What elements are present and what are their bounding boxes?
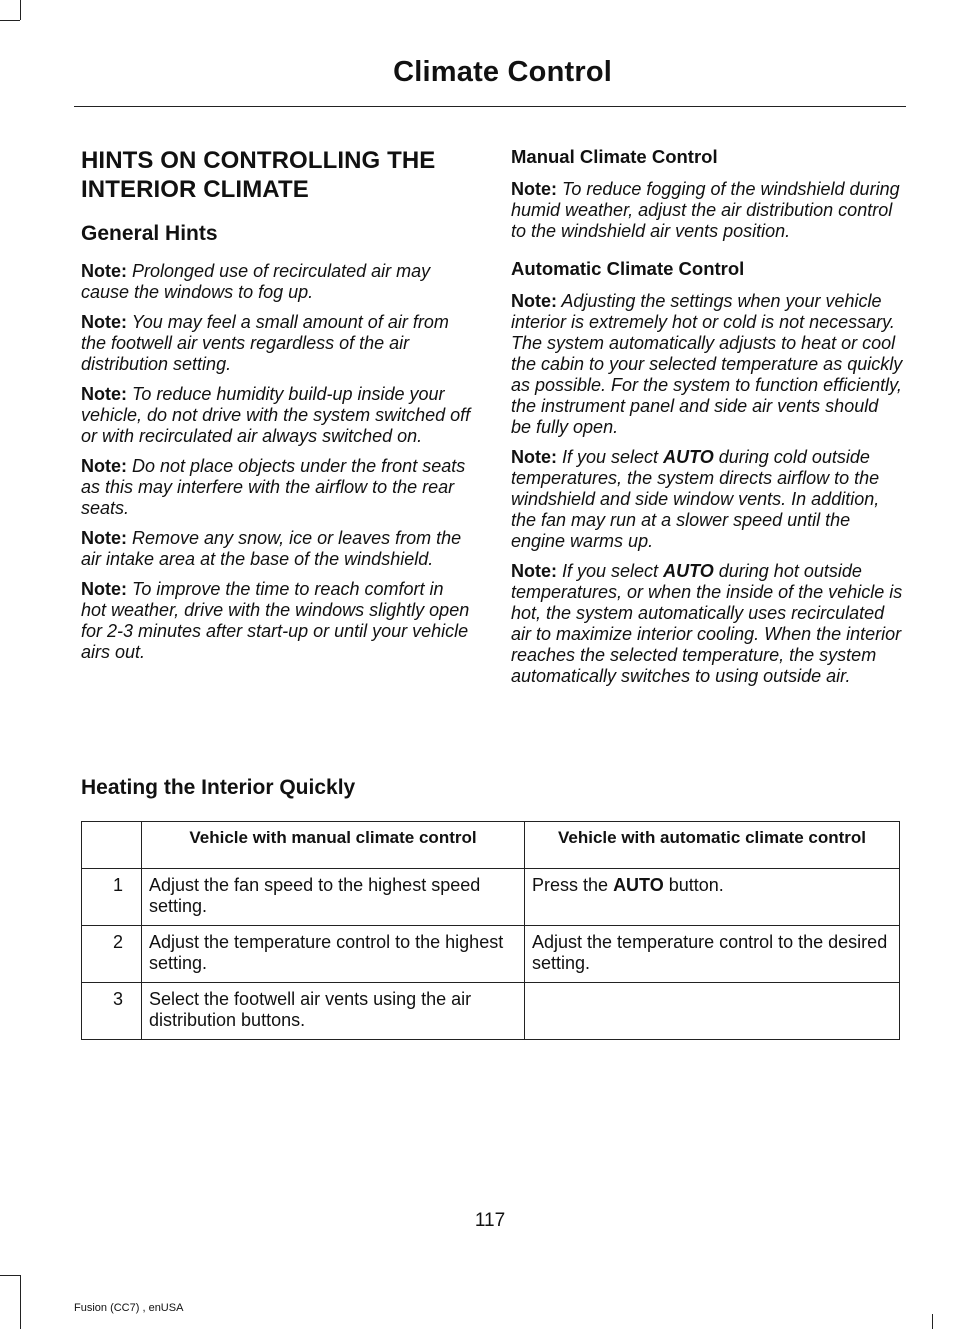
column-header: Vehicle with manual climate control [142, 822, 525, 869]
note: Note: If you select AUTO during hot outside temperatures, or when the inside of the vehicle is hot, the system automatically uses recirculated air to maximize interior cooling. When the interior reaches the selected temperature, the system automatically switches to using outside air. [511, 561, 903, 686]
manual-climate-heading: Manual Climate Control [511, 146, 718, 167]
heating-table [81, 821, 900, 1040]
table-row [82, 926, 900, 983]
page-title: Climate Control [393, 56, 612, 88]
section-heading: HINTS ON CONTROLLING THE INTERIOR CLIMATE [81, 147, 436, 203]
table-row [82, 869, 900, 926]
table-row [82, 983, 900, 1040]
step-number: 3 [82, 983, 142, 1040]
automatic-step: Adjust the temperature control to the desired setting. [525, 926, 900, 983]
header-divider [74, 106, 906, 107]
right-column [511, 146, 903, 696]
note: Note: To reduce humidity build-up inside your vehicle, do not drive with the system switched off or with recirculated air always switched on. [81, 384, 471, 446]
step-number: 2 [82, 926, 142, 983]
auto-keyword: AUTO [613, 875, 664, 895]
auto-keyword: AUTO [663, 447, 714, 467]
table-header-row [82, 822, 900, 869]
note: Note: If you select AUTO during cold outside temperatures, the system directs airflow to the windshield and side window vents. In addition, the fan may run at a slower speed until the engine warms up. [511, 447, 880, 551]
note: Note: Remove any snow, ice or leaves from the air intake area at the base of the windshield. [81, 528, 462, 569]
crop-mark [20, 0, 21, 20]
automatic-step [525, 983, 900, 1040]
page-number: 117 [474, 1210, 506, 1231]
crop-mark [932, 1314, 933, 1329]
step-number: 1 [82, 869, 142, 926]
crop-mark [0, 20, 20, 21]
heating-section-heading: Heating the Interior Quickly [81, 776, 356, 799]
automatic-step: Press the AUTO button. [525, 869, 900, 926]
note: Note: You may feel a small amount of air from the footwell air vents regardless of the air distribution setting. [81, 312, 449, 374]
manual-step: Adjust the temperature control to the highest setting. [142, 926, 525, 983]
column-header: Vehicle with automatic climate control [525, 822, 900, 869]
manual-step: Adjust the fan speed to the highest speed setting. [142, 869, 525, 926]
left-column [81, 146, 473, 672]
subsection-heading: General Hints [81, 222, 218, 245]
note: Note: Adjusting the settings when your vehicle interior is extremely hot or cold is not necessary. The system automatically adjusts to heat or cool the cabin to your selected temperature as quickly as possible. For the system to function efficiently, the instrument panel and side air vents should be fully open. [511, 291, 903, 437]
column-header [82, 822, 142, 869]
auto-keyword: AUTO [663, 561, 714, 581]
crop-mark [20, 1275, 21, 1329]
note: Note: To reduce fogging of the windshield during humid weather, adjust the air distribution control to the windshield air vents position. [511, 179, 900, 241]
note: Note: To improve the time to reach comfort in hot weather, drive with the windows slightly open for 2-3 minutes after start-up or until your vehicle airs out. [81, 579, 470, 662]
footer-model: Fusion (CC7) , enUSA [74, 1302, 184, 1314]
note: Note: Do not place objects under the front seats as this may interfere with the airflow to the rear seats. [81, 456, 466, 518]
automatic-climate-heading: Automatic Climate Control [511, 258, 745, 279]
note: Note: Prolonged use of recirculated air may cause the windows to fog up. [81, 261, 431, 302]
crop-mark [0, 1275, 20, 1276]
manual-step: Select the footwell air vents using the air distribution buttons. [142, 983, 525, 1040]
